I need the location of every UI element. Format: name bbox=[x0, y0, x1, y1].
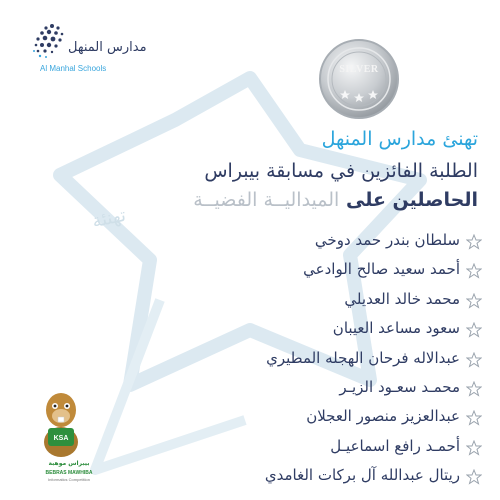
star-outline-icon bbox=[466, 469, 482, 485]
winner-name: أحمـد رافع اسماعيـل bbox=[330, 436, 460, 455]
star-outline-icon bbox=[466, 381, 482, 397]
list-item bbox=[182, 228, 482, 257]
star-outline-icon bbox=[466, 322, 482, 338]
star-outline-icon bbox=[466, 440, 482, 456]
winner-name: سعود مساعد العيبان bbox=[332, 319, 460, 338]
logo-english-name: Al Manhal Schools bbox=[40, 64, 107, 73]
star-outline-icon bbox=[466, 352, 482, 368]
list-item bbox=[182, 375, 482, 404]
star-outline-icon bbox=[466, 234, 482, 250]
winners-list bbox=[182, 228, 482, 493]
star-outline-icon bbox=[466, 263, 482, 279]
silver-medal bbox=[318, 38, 400, 120]
winner-name: عبدالعزيز منصور العجلان bbox=[306, 407, 460, 426]
logo-arabic-name: مدارس المنهل bbox=[68, 40, 147, 55]
winner-name: سلطان بندر حمد دوخي bbox=[314, 231, 460, 249]
competition-english: BEBRAS MAWHIBA bbox=[45, 470, 93, 476]
school-logo bbox=[28, 18, 147, 80]
winner-name: ريتال عبدالله آل بركات الغامدي bbox=[264, 466, 460, 485]
list-item bbox=[182, 257, 482, 286]
beaver-mascot-icon bbox=[38, 390, 84, 458]
list-item bbox=[182, 404, 482, 433]
mascot-badge-text: KSA bbox=[53, 435, 69, 442]
watermark-text: تهنئة bbox=[90, 204, 128, 233]
list-item bbox=[182, 316, 482, 345]
medal-label: SILVER bbox=[339, 64, 379, 75]
winner-name: عبدالاله فرحان الهجله المطيري bbox=[266, 348, 460, 367]
heading-congratulations: تهنئ مدارس المنهل bbox=[321, 128, 478, 150]
heading-silver-medal bbox=[193, 189, 478, 211]
winner-name: محمد خالد العديلي bbox=[344, 289, 460, 308]
winner-name: أحمد سعيد صالح الوادعي bbox=[303, 260, 460, 279]
star-outline-icon bbox=[466, 410, 482, 426]
list-item bbox=[182, 463, 482, 492]
winner-name: محمـد سعـود الزيـر bbox=[339, 377, 460, 396]
heading-silver-part1: الحاصلين على bbox=[345, 189, 478, 211]
dot-cluster-icon bbox=[28, 18, 68, 63]
star-outline-icon bbox=[466, 293, 482, 309]
list-item bbox=[182, 434, 482, 463]
heading-silver-part2: الميداليــة الفضيــة bbox=[193, 189, 340, 211]
competition-subtitle: Informatics Competition bbox=[47, 477, 90, 482]
competition-arabic: بيبراس موهبة bbox=[48, 460, 90, 467]
list-item bbox=[182, 287, 482, 316]
list-item bbox=[182, 346, 482, 375]
medal-icon bbox=[318, 38, 400, 120]
heading-winners: الطلبة الفائزين في مسابقة بيبراس bbox=[204, 160, 478, 182]
